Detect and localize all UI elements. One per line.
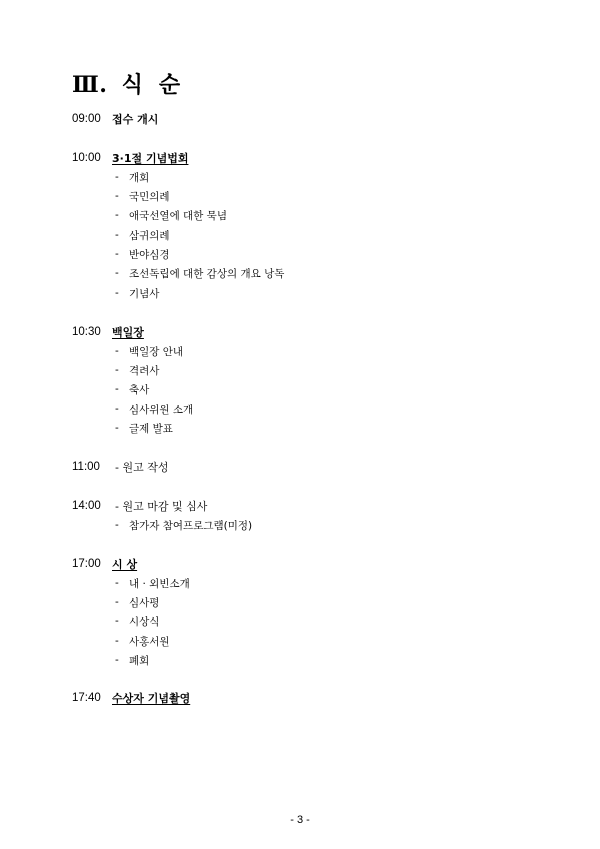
list-item-text: 심사평 (129, 596, 160, 609)
list-item (115, 612, 159, 630)
list-item-dash: - (115, 654, 119, 666)
list-item-text: 삼귀의례 (129, 229, 170, 242)
list-item-text: 시상식 (129, 615, 160, 628)
schedule-heading: 시 상 (112, 558, 138, 571)
list-item-dash: - (115, 615, 119, 627)
list-item-dash: - (115, 577, 119, 589)
schedule-entry-1000 (72, 149, 188, 167)
list-item-text: 내 · 외빈소개 (129, 577, 190, 590)
section-title (72, 68, 196, 99)
list-item (115, 245, 170, 263)
list-item-text: 개회 (129, 171, 150, 184)
list-item-text: 폐회 (129, 654, 150, 667)
section-title-text: 식순 (121, 72, 197, 98)
list-item-text: 글제 발표 (129, 422, 173, 435)
list-item (115, 380, 149, 398)
schedule-activity: - 원고 마감 및 심사 (115, 500, 208, 513)
schedule-time: 11:00 (72, 461, 100, 473)
list-item-text: 축사 (129, 383, 150, 396)
page-number: - 3 - (290, 814, 310, 826)
list-item (115, 400, 193, 418)
list-item (115, 264, 284, 282)
list-item-text: 심사위원 소개 (129, 403, 194, 416)
list-item (115, 574, 190, 592)
list-item-text: 애국선열에 대한 묵념 (129, 209, 227, 222)
list-item (115, 226, 170, 244)
schedule-time: 14:00 (72, 500, 101, 512)
list-item (115, 206, 227, 224)
schedule-heading: 백일장 (112, 326, 144, 339)
list-item (115, 361, 159, 379)
list-item-dash: - (115, 267, 119, 279)
list-item (115, 593, 159, 611)
list-item-dash: - (115, 403, 119, 415)
schedule-heading: 수상자 기념촬영 (112, 692, 191, 705)
list-item-text: 반야심경 (129, 248, 170, 261)
schedule-entry-0900 (72, 110, 158, 128)
section-numeral: Ⅲ. (72, 72, 108, 98)
schedule-time: 10:00 (72, 152, 101, 164)
schedule-time: 09:00 (72, 113, 101, 125)
list-item (115, 284, 159, 302)
list-item-text: 참가자 참여프로그램(미정) (129, 519, 253, 532)
list-item-dash: - (115, 345, 119, 357)
list-item (115, 187, 170, 205)
list-item-dash: - (115, 635, 119, 647)
list-item-text: 조선독립에 대한 감상의 개요 낭독 (129, 267, 285, 280)
schedule-heading: 접수 개시 (112, 113, 159, 126)
list-item (115, 419, 173, 437)
list-item-dash: - (115, 519, 119, 531)
list-item-dash: - (115, 383, 119, 395)
list-item-dash: - (115, 171, 119, 183)
list-item (115, 651, 149, 669)
list-item-text: 백일장 안내 (129, 345, 184, 358)
list-item-dash: - (115, 364, 119, 376)
list-item (115, 168, 149, 186)
list-item (115, 342, 183, 360)
schedule-time: 17:00 (72, 558, 101, 570)
schedule-entry-1740 (72, 689, 190, 707)
schedule-entry-1400 (72, 497, 207, 515)
list-item-dash: - (115, 422, 119, 434)
list-item (115, 632, 170, 650)
list-item-text: 사홍서원 (129, 635, 170, 648)
list-item-dash: - (115, 596, 119, 608)
schedule-time: 10:30 (72, 326, 101, 338)
list-item-dash: - (115, 209, 119, 221)
list-item-dash: - (115, 190, 119, 202)
list-item-text: 격려사 (129, 364, 160, 377)
schedule-entry-1100 (72, 458, 168, 476)
schedule-time: 17:40 (72, 692, 101, 704)
list-item-dash: - (115, 287, 119, 299)
schedule-activity: - 원고 작성 (115, 461, 169, 474)
list-item-dash: - (115, 248, 119, 260)
list-item-text: 국민의례 (129, 190, 170, 203)
list-item (115, 516, 252, 534)
schedule-entry-1030 (72, 323, 144, 341)
schedule-entry-1700 (72, 555, 137, 573)
list-item-dash: - (115, 229, 119, 241)
schedule-heading: 3·1절 기념법회 (112, 152, 189, 165)
list-item-text: 기념사 (129, 287, 160, 300)
